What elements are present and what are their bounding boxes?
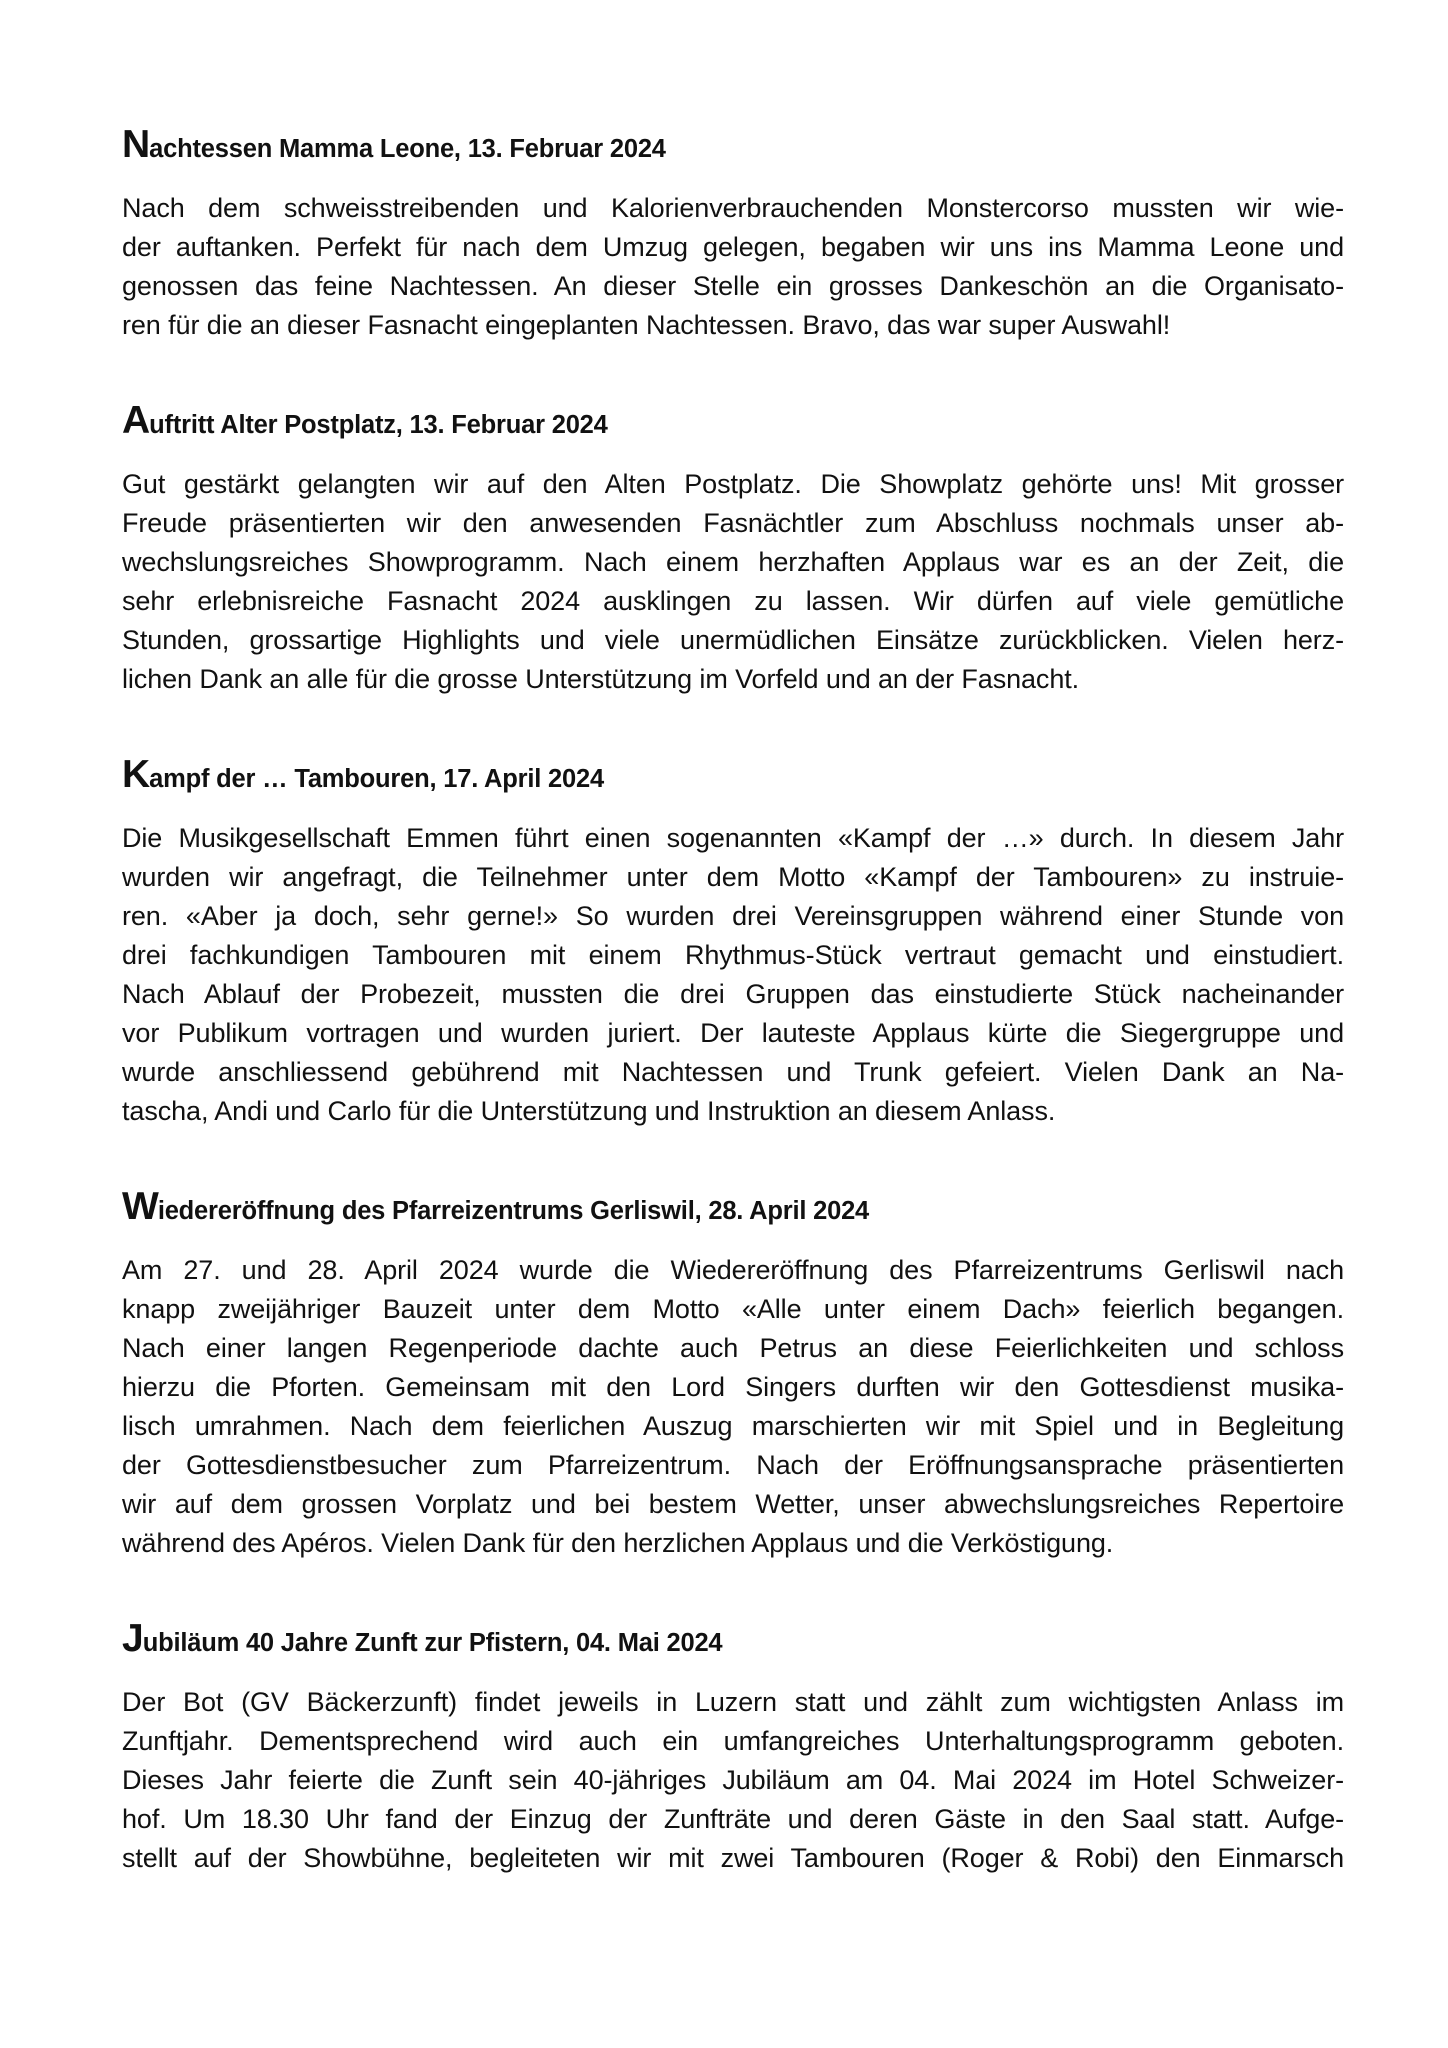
paragraph-line: Dieses Jahr feierte die Zunft sein 40-jähriges Jubiläum am 04. Mai 2024 im Hotel Schweizer- bbox=[122, 1765, 1344, 1795]
paragraph-line: ren für die an dieser Fasnacht eingeplanten Nachtessen. Bravo, das war super Auswahl! bbox=[122, 310, 1171, 340]
paragraph-line: lisch umrahmen. Nach dem feierlichen Auszug marschierten wir mit Spiel und in Begleitung bbox=[122, 1411, 1344, 1441]
paragraph-line: während des Apéros. Vielen Dank für den herzlichen Applaus und die Verköstigung. bbox=[122, 1528, 1114, 1558]
heading-text: ubiläum 40 Jahre Zunft zur Pfistern, 04. Mai 2024 bbox=[142, 1629, 723, 1657]
paragraph-line: hierzu die Pforten. Gemeinsam mit den Lord Singers durften wir den Gottesdienst musika- bbox=[122, 1372, 1344, 1402]
paragraph-line: tascha, Andi und Carlo für die Unterstützung und Instruktion an diesem Anlass. bbox=[122, 1096, 1056, 1126]
paragraph-line: Die Musikgesellschaft Emmen führt einen sogenannten «Kampf der …» durch. In diesem Jahr bbox=[122, 823, 1344, 853]
heading-text: iedereröffnung des Pfarreizentrums Gerliswil, 28. April 2024 bbox=[157, 1197, 870, 1225]
section-paragraph bbox=[122, 189, 1344, 345]
paragraph-line: wechslungsreiches Showprogramm. Nach einem herzhaften Applaus war es an der Zeit, die bbox=[122, 547, 1344, 577]
paragraph-line: drei fachkundigen Tambouren mit einem Rhythmus-Stück vertraut gemacht und einstudiert. bbox=[122, 940, 1344, 970]
paragraph-line: ren. «Aber ja doch, sehr gerne!» So wurden drei Vereinsgruppen während einer Stunde von bbox=[122, 901, 1344, 931]
heading-initial-letter: K bbox=[122, 753, 150, 796]
heading-text: uftritt Alter Postplatz, 13. Februar 2024 bbox=[149, 411, 608, 439]
paragraph-line: Der Bot (GV Bäckerzunft) findet jeweils in Luzern statt und zählt zum wichtigsten Anlass im bbox=[122, 1687, 1344, 1717]
paragraph-line: Am 27. und 28. April 2024 wurde die Wiedereröffnung des Pfarreizentrums Gerliswil nach bbox=[122, 1255, 1344, 1285]
section-heading bbox=[122, 125, 1344, 169]
article-section bbox=[122, 125, 1344, 345]
heading-initial-letter: A bbox=[122, 399, 150, 442]
document-page bbox=[122, 125, 1344, 1878]
article-section bbox=[122, 401, 1344, 699]
paragraph-line: Nach dem schweisstreibenden und Kalorienverbrauchenden Monstercorso mussten wir wie- bbox=[122, 193, 1344, 223]
paragraph-line: Gut gestärkt gelangten wir auf den Alten Postplatz. Die Showplatz gehörte uns! Mit grosser bbox=[122, 469, 1344, 499]
paragraph-line: wir auf dem grossen Vorplatz und bei bestem Wetter, unser abwechslungsreiches Repertoire bbox=[122, 1489, 1344, 1519]
paragraph-line: vor Publikum vortragen und wurden juriert. Der lauteste Applaus kürte die Siegergruppe und bbox=[122, 1018, 1344, 1048]
article-section bbox=[122, 755, 1344, 1131]
paragraph-line: wurde anschliessend gebührend mit Nachtessen und Trunk gefeiert. Vielen Dank an Na- bbox=[122, 1057, 1344, 1087]
paragraph-line: Zunftjahr. Dementsprechend wird auch ein umfangreiches Unterhaltungsprogramm geboten. bbox=[122, 1726, 1344, 1756]
heading-initial-letter: N bbox=[122, 123, 150, 166]
section-heading bbox=[122, 1187, 1344, 1231]
paragraph-line: Freude präsentierten wir den anwesenden Fasnächtler zum Abschluss nochmals unser ab- bbox=[122, 508, 1344, 538]
paragraph-line: Nach Ablauf der Probezeit, mussten die drei Gruppen das einstudierte Stück nacheinander bbox=[122, 979, 1344, 1009]
paragraph-line: sehr erlebnisreiche Fasnacht 2024 ausklingen zu lassen. Wir dürfen auf viele gemütliche bbox=[122, 586, 1344, 616]
article-section bbox=[122, 1619, 1344, 1878]
paragraph-line: wurden wir angefragt, die Teilnehmer unter dem Motto «Kampf der Tambouren» zu instruie- bbox=[122, 862, 1344, 892]
section-paragraph bbox=[122, 1683, 1344, 1878]
paragraph-line: genossen das feine Nachtessen. An dieser Stelle ein grosses Dankeschön an die Organisato- bbox=[122, 271, 1344, 301]
section-heading bbox=[122, 1619, 1344, 1663]
section-heading bbox=[122, 401, 1344, 445]
section-heading bbox=[122, 755, 1344, 799]
section-paragraph bbox=[122, 819, 1344, 1131]
paragraph-line: stellt auf der Showbühne, begleiteten wir mit zwei Tambouren (Roger & Robi) den Einmarsch bbox=[122, 1843, 1344, 1873]
paragraph-line: der auftanken. Perfekt für nach dem Umzug gelegen, begaben wir uns ins Mamma Leone und bbox=[122, 232, 1344, 262]
heading-initial-letter: J bbox=[122, 1617, 143, 1660]
heading-initial-letter: W bbox=[122, 1185, 158, 1228]
paragraph-line: der Gottesdienstbesucher zum Pfarreizentrum. Nach der Eröffnungsansprache präsentierten bbox=[122, 1450, 1344, 1480]
paragraph-line: hof. Um 18.30 Uhr fand der Einzug der Zunfträte und deren Gäste in den Saal statt. Aufge- bbox=[122, 1804, 1344, 1834]
paragraph-line: Nach einer langen Regenperiode dachte auch Petrus an diese Feierlichkeiten und schloss bbox=[122, 1333, 1344, 1363]
article-section bbox=[122, 1187, 1344, 1563]
heading-text: ampf der … Tambouren, 17. April 2024 bbox=[149, 765, 604, 793]
paragraph-line: knapp zweijähriger Bauzeit unter dem Motto «Alle unter einem Dach» feierlich begangen. bbox=[122, 1294, 1344, 1324]
section-paragraph bbox=[122, 1251, 1344, 1563]
heading-text: achtessen Mamma Leone, 13. Februar 2024 bbox=[149, 135, 666, 163]
paragraph-line: lichen Dank an alle für die grosse Unterstützung im Vorfeld und an der Fasnacht. bbox=[122, 664, 1080, 694]
section-paragraph bbox=[122, 465, 1344, 699]
paragraph-line: Stunden, grossartige Highlights und viele unermüdlichen Einsätze zurückblicken. Vielen herz- bbox=[122, 625, 1344, 655]
